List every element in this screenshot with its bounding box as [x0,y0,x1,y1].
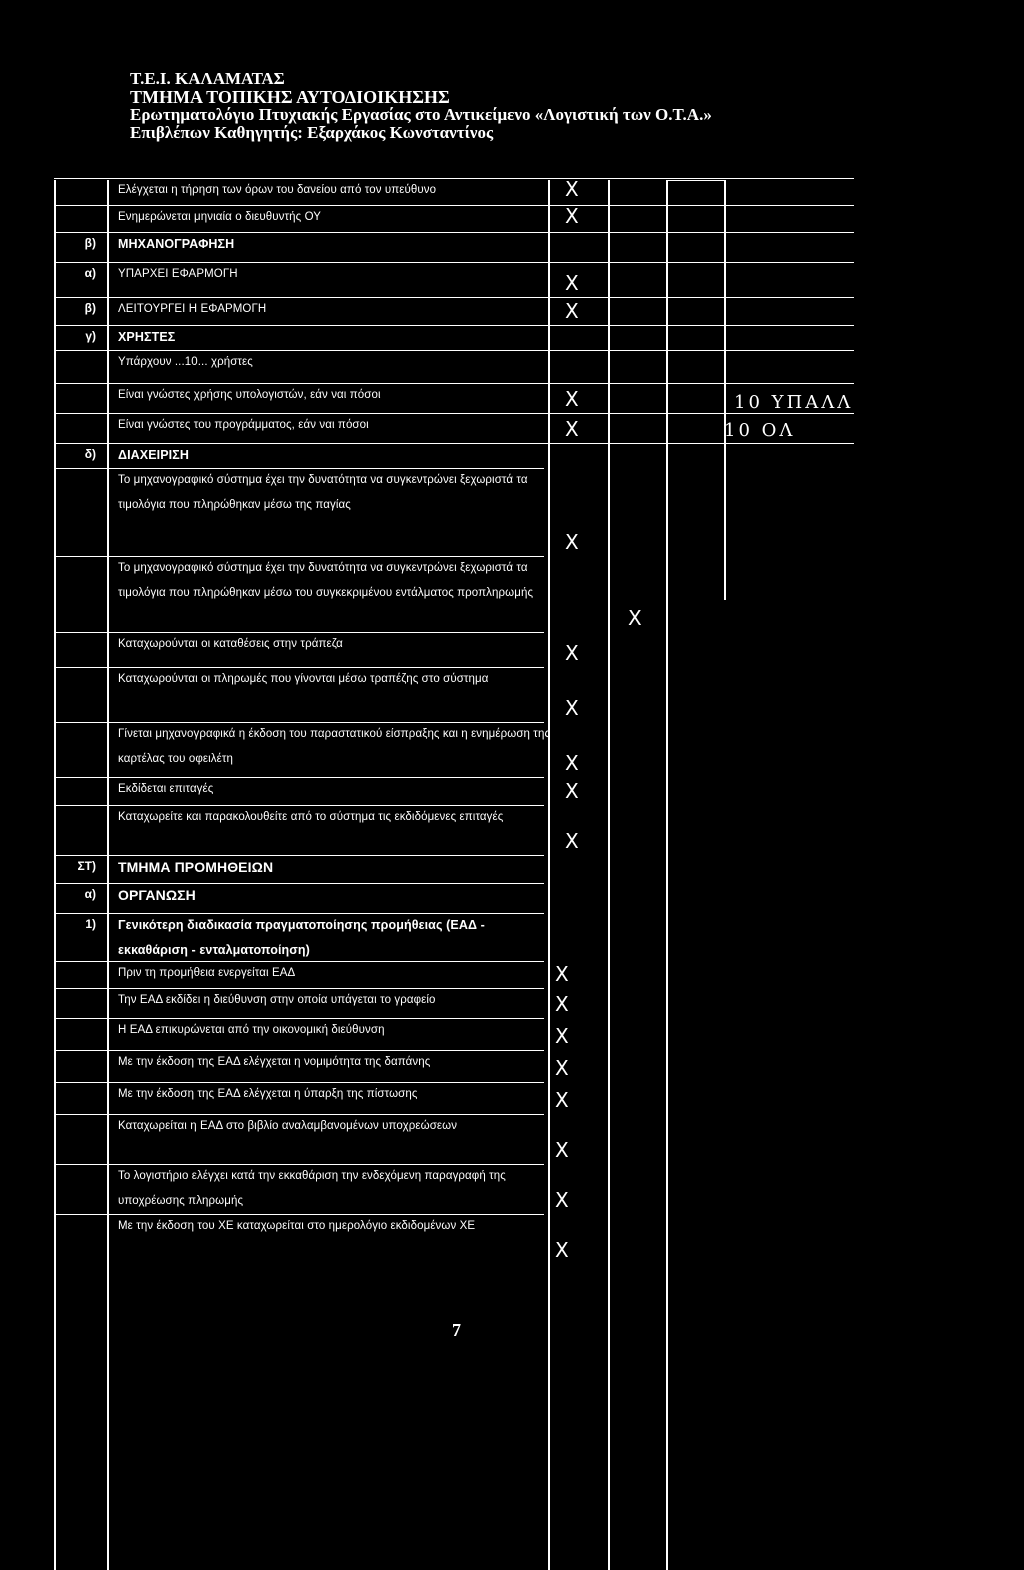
department-name: ΤΜΗΜΑ ΤΟΠΙΚΗΣ ΑΥΤΟΔΙΟΙΚΗΣΗΣ [130,87,450,107]
row-text: Καταχωρείτε και παρακολουθείτε από το σύστημα τις εκδιδόμενες επιταγές [118,811,504,823]
page-number: 7 [452,1320,461,1340]
table-row [0,383,1024,413]
checkbox-mark: X [565,641,579,665]
row-text: Καταχωρούνται οι καταθέσεις στην τράπεζα [118,638,343,650]
table-row [0,988,1024,1018]
checkbox-mark: X [565,271,579,295]
row-text: Η ΕΑΔ επικυρώνεται από την οικονομική διεύθυνση [118,1024,385,1036]
row-text: Εκδίδεται επιταγές [118,783,214,795]
handwritten-note-1: 10 ΥΠΑΛΛ [734,392,854,413]
table-row [0,805,1024,855]
row-text: Πριν τη προμήθεια ενεργείται ΕΑΔ [118,967,296,979]
table-row [0,1050,1024,1082]
row-text: Το μηχανογραφικό σύστημα έχει την δυνατότητα να συγκεντρώνει ξεχωριστά τα τιμολόγια που πληρώθηκαν μέσω του συγκεκριμένου εντάλματος προπληρωμής [118,562,534,599]
row-text: Γενικότερη διαδικασία πραγματοποίησης προμήθειας (ΕΑΔ - εκκαθάριση - ενταλματοποίηση) [118,918,485,957]
row-text: Είναι γνώστες χρήσης υπολογιστών, εάν ναι πόσοι [118,389,381,401]
table-row [0,413,1024,443]
table-row [0,1214,1024,1264]
checkbox-mark: X [555,1238,569,1262]
table-row [0,443,1024,468]
row-text: Καταχωρούνται οι πληρωμές που γίνονται μέσω τραπέζης στο σύστημα [118,673,489,685]
checkbox-mark: X [565,530,579,554]
row-label: β) [84,236,96,250]
row-label: α) [84,887,96,901]
table-row [0,556,1024,632]
row-text: ΟΡΓΑΝΩΣΗ [118,887,196,903]
supervisor-line: Επιβλέπων Καθηγητής: Εξαρχάκος Κωνσταντίνος [130,123,494,142]
row-text: ΧΡΗΣΤΕΣ [118,330,176,344]
table-row [0,1114,1024,1164]
document-header [130,70,712,142]
row-label: β) [84,301,96,315]
table-row [0,232,1024,262]
row-label: 1) [85,917,96,931]
institution-name: Τ.Ε.Ι. ΚΑΛΑΜΑΤΑΣ [130,69,285,88]
table-row [0,913,1024,961]
checkbox-mark: X [565,417,579,441]
table-row [0,350,1024,383]
row-text: Ελέγχεται η τήρηση των όρων του δανείου από τον υπεύθυνο [118,184,437,196]
table-row [0,325,1024,350]
questionnaire-title: Ερωτηματολόγιο Πτυχιακής Εργασίας στο Αντικείμενο «Λογιστική των Ο.Τ.Α.» [130,105,712,124]
table-row [0,632,1024,667]
row-text: Είναι γνώστες του προγράμματος, εάν ναι πόσοι [118,419,369,431]
checkbox-mark: X [555,1088,569,1112]
table-row [0,297,1024,325]
row-text: Με την έκδοση του ΧΕ καταχωρείται στο ημερολόγιο εκδιδομένων ΧΕ [118,1220,476,1232]
table-row [0,883,1024,913]
row-text: Υπάρχουν ...10... χρήστες [118,356,253,368]
table-row [0,667,1024,722]
row-text: Γίνεται μηχανογραφικά η έκδοση του παραστατικού είσπραξης και η ενημέρωση της καρτέλας του οφειλέτη [118,728,551,765]
table-row [0,1164,1024,1214]
checkbox-mark: X [555,1056,569,1080]
checkbox-mark: X [565,779,579,803]
row-text: Την ΕΑΔ εκδίδει η διεύθυνση στην οποία υπάγεται το γραφείο [118,994,436,1006]
table-row [0,205,1024,230]
row-text: ΤΜΗΜΑ ΠΡΟΜΗΘΕΙΩΝ [118,859,274,875]
checkbox-mark: X [555,992,569,1016]
table-row [0,1082,1024,1114]
table-row [0,1018,1024,1050]
checkbox-mark: X [565,387,579,411]
checkbox-mark: X [555,1024,569,1048]
table-row [0,961,1024,988]
row-text: Ενημερώνεται μηνιαία ο διευθυντής ΟΥ [118,211,322,223]
row-text: Με την έκδοση της ΕΑΔ ελέγχεται η ύπαρξη της πίστωσης [118,1088,418,1100]
checkbox-mark: X [555,1188,569,1212]
checkbox-mark: X [565,204,579,228]
checkbox-mark: X [565,696,579,720]
row-label: γ) [85,329,96,343]
checkbox-mark: X [565,829,579,853]
row-text: ΔΙΑΧΕΙΡΙΣΗ [118,448,189,462]
table-row [0,178,1024,203]
row-label: α) [84,266,96,280]
row-text: ΛΕΙΤΟΥΡΓΕΙ Η ΕΦΑΡΜΟΓΗ [118,303,267,315]
checkbox-mark: X [628,606,642,630]
table-row [0,777,1024,805]
checkbox-mark: X [565,177,579,201]
checkbox-mark: X [565,751,579,775]
table-row [0,855,1024,883]
checkbox-mark: X [555,1138,569,1162]
table-row [0,468,1024,556]
table-row [0,262,1024,297]
checkbox-mark: X [565,299,579,323]
row-text: Το μηχανογραφικό σύστημα έχει την δυνατότητα να συγκεντρώνει ξεχωριστά τα τιμολόγια που πληρώθηκαν μέσω της παγίας [118,474,528,511]
row-label: ΣΤ) [77,859,96,873]
row-text: Με την έκδοση της ΕΑΔ ελέγχεται η νομιμότητα της δαπάνης [118,1056,431,1068]
row-text: Το λογιστήριο ελέγχει κατά την εκκαθάριση την ενδεχόμενη παραγραφή της υποχρέωσης πληρωμής [118,1170,506,1207]
handwritten-note-2: 10 ΟΛ [724,420,796,441]
table-row [0,722,1024,777]
checkbox-mark: X [555,962,569,986]
row-text: Καταχωρείται η ΕΑΔ στο βιβλίο αναλαμβανομένων υποχρεώσεων [118,1120,458,1132]
row-label: δ) [84,447,96,461]
row-text: ΥΠΑΡΧΕΙ ΕΦΑΡΜΟΓΗ [118,268,238,280]
row-text: ΜΗΧΑΝΟΓΡΑΦΗΣΗ [118,237,235,251]
